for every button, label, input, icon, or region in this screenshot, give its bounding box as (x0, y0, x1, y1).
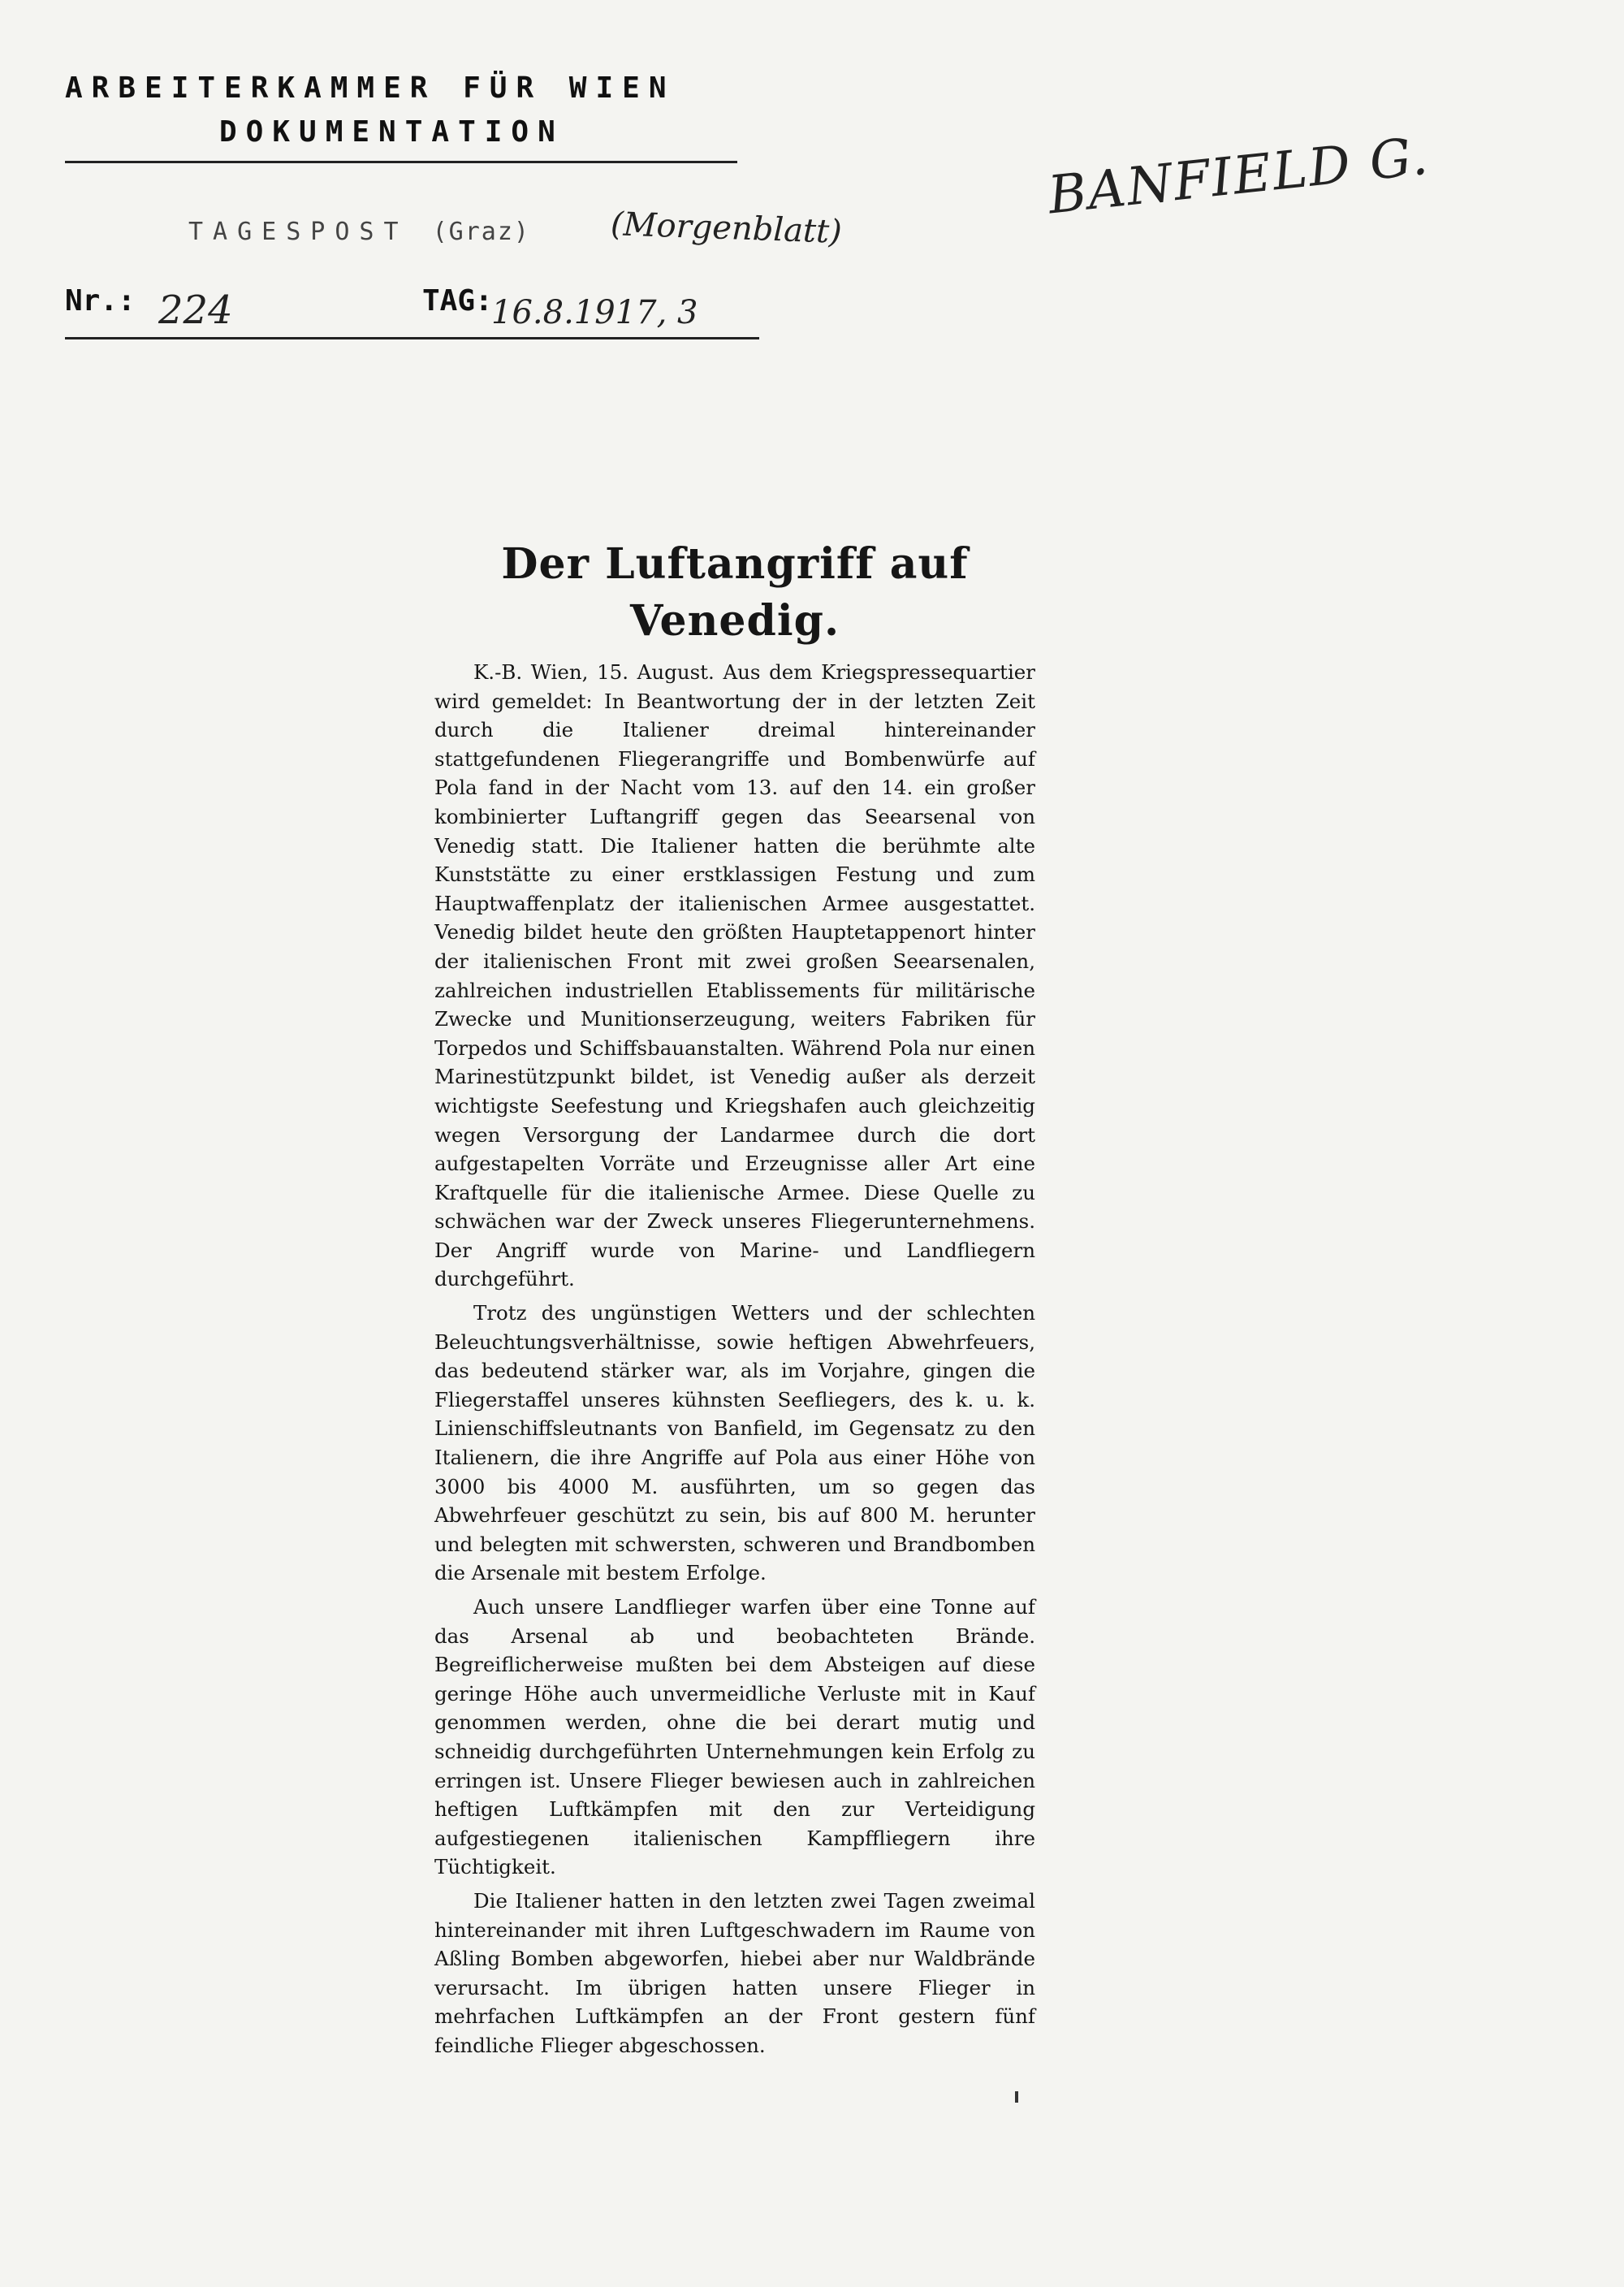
article-paragraph: Auch unsere Landflieger warfen über eine Tonne auf das Arsenal ab und beobachteten Brände. Begreiflicherweise mußten bei dem Absteigen auf diese geringe Höhe auch unvermeidliche Verluste mit in Kauf genommen werden, ohne die bei derart mutig und schneidig durchgeführten Unternehmungen kein Erfolg zu erringen ist. Unsere Flieger bewiesen auch in zahlreichen heftigen Luftkämpfen mit den zur Verteidigung aufgestiegenen italienischen Kampffliegern ihre Tüchtigkeit. (434, 1595, 1035, 1879)
header-rule-bottom (65, 337, 759, 339)
newspaper-clipping (434, 536, 1035, 2060)
article-headline: Der Luftangriff auf Venedig. (501, 539, 969, 646)
header-rule-top (65, 161, 737, 163)
article-paragraph: Trotz des ungünstigen Wetters und der schlechten Beleuchtungsverhältnisse, sowie heftigen Abwehrfeuers, das bedeutend stärker war, als im Vorjahre, gingen die Fliegerstaffel unseres kühnsten Seefliegers, des k. u. k. Linienschiffsleutnants von Banfield, im Gegensatz zu den Italienern, die ihre Angriffe auf Pola aus einer Höhe von 3000 bis 4000 M. ausführten, um so gegen das Abwehrfeuer geschützt zu sein, bis auf 800 M. herunter und belegten mit schwersten, schweren und Brandbomben die Arsenale mit bestem Erfolge. (434, 1301, 1035, 1585)
organization-header (65, 67, 676, 154)
newspaper-source (188, 218, 530, 246)
date-label: TAG: (422, 284, 493, 318)
organization-name: ARBEITERKAMMER FÜR WIEN (65, 71, 676, 105)
newspaper-city: (Graz) (432, 218, 530, 246)
handwritten-signature: BANFIELD G. (1045, 126, 1432, 227)
number-value: 224 (158, 287, 233, 333)
margin-mark (1015, 2091, 1018, 2103)
article-paragraph: K.-B. Wien, 15. August. Aus dem Kriegspressequartier wird gemeldet: In Beantwortung der in der letzten Zeit durch die Italiener dreimal hintereinander stattgefundenen Fliegerangriffe und Bombenwürfe auf Pola fand in der Nacht vom 13. auf den 14. ein großer kombinierter Luftangriff gegen das Seearsenal von Venedig statt. Die Italiener hatten die berühmte alte Kunststätte zu einer erstklassigen Festung und zum Hauptwaffenplatz der italienischen Armee ausgestattet. Venedig bildet heute den größten Hauptetappenort hinter der italienischen Front mit zwei großen Seearsenalen, zahlreichen industriellen Etablissements für militärische Zwecke und Munitionserzeugung, weiters Fabriken für Torpedos und Schiffsbauanstalten. Während Pola nur einen Marinestützpunkt bildet, ist Venedig außer als derzeit wichtigste Seefestung und Kriegshafen auch gleichzeitig wegen Versorgung der Landarmee durch die dort aufgestapelten Vorräte und Erzeugnisse aller Art eine Kraftquelle für die italienische Armee. Diese Quelle zu schwächen war der Zweck unseres Fliegerunternehmens. Der Angriff wurde von Marine- und Landfliegern durchgeführt. (434, 660, 1035, 1291)
department-name: DOKUMENTATION (219, 115, 564, 149)
handwritten-edition: (Morgenblatt) (610, 205, 843, 251)
date-value: 16.8.1917, 3 (491, 294, 698, 331)
article-paragraph: Die Italiener hatten in den letzten zwei Tagen zweimal hintereinander mit ihren Luftgeschwadern im Raume von Aßling Bomben abgeworfen, hiebei aber nur Waldbrände verursacht. Im übrigen hatten unsere Flieger in mehrfachen Luftkämpfen an der Front gestern fünf feindliche Flieger abgeschossen. (434, 1888, 1035, 2057)
number-label: Nr.: (65, 284, 136, 318)
newspaper-name: TAGESPOST (188, 218, 408, 246)
